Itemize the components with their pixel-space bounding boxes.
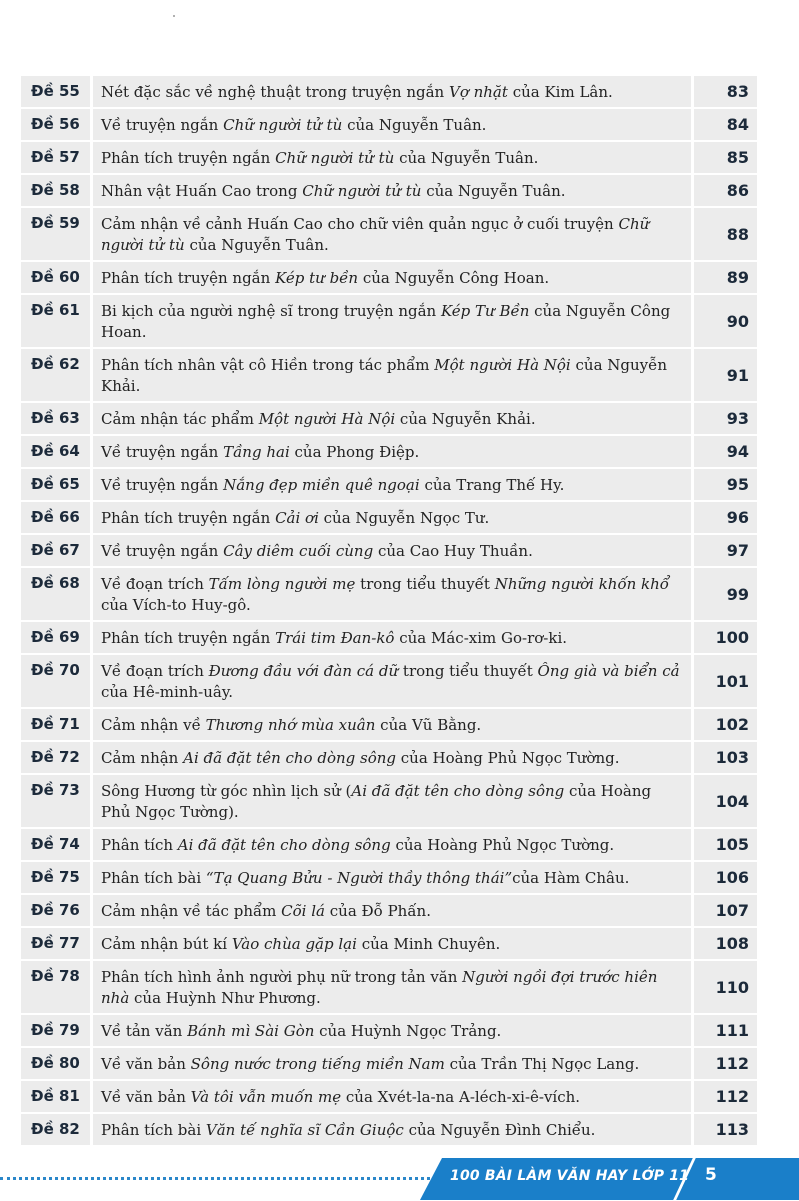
toc-row — [21, 436, 757, 467]
toc-title-text: của Nguyễn Công Hoan. — [101, 302, 671, 341]
toc-title-text: của Trần Thị Ngọc Lang. — [444, 1055, 640, 1073]
toc-entry-number: Đề 63 — [21, 403, 93, 434]
toc-title-text: Về truyện ngắn — [101, 443, 224, 461]
toc-title-text: Cảm nhận về tác phẩm — [101, 902, 282, 920]
toc-entry-number: Đề 76 — [21, 895, 93, 926]
toc-entry-number: Đề 75 — [21, 862, 93, 893]
toc-row — [21, 1081, 757, 1112]
toc-title-text: Nhân vật Huấn Cao trong — [101, 182, 303, 200]
toc-title-text: của Nguyễn Công Hoan. — [358, 269, 550, 287]
toc-title-work-name: Người ngồi đợi trước hiên nhà — [101, 968, 658, 1007]
toc-title-work-name: Trái tim Đan-kô — [275, 629, 395, 647]
toc-title-text: Sông Hương từ góc nhìn lịch sử ( — [101, 782, 352, 800]
toc-entry-title — [93, 1048, 691, 1079]
toc-title-work-name: Chữ người tử tù — [275, 149, 395, 167]
toc-entry-title — [93, 295, 691, 347]
toc-title-text: Về văn bản — [101, 1055, 191, 1073]
toc-entry-title — [93, 175, 691, 206]
toc-title-text: Phân tích bài — [101, 1121, 206, 1139]
toc-title-work-name: Ông già và biển cả — [537, 662, 680, 680]
toc-entry-title — [93, 1114, 691, 1145]
toc-title-text: Cảm nhận về — [101, 716, 206, 734]
toc-entry-number: Đề 79 — [21, 1015, 93, 1046]
toc-title-work-name: Ai đã đặt tên cho dòng sông — [177, 836, 391, 854]
toc-row — [21, 568, 757, 620]
toc-entry-title — [93, 622, 691, 653]
toc-entry-title — [93, 709, 691, 740]
toc-entry-title — [93, 775, 691, 827]
toc-title-text: Nét đặc sắc về nghệ thuật trong truyện ngắn — [101, 83, 449, 101]
toc-row — [21, 295, 757, 347]
toc-title-text: Phân tích truyện ngắn — [101, 149, 276, 167]
toc-row — [21, 655, 757, 707]
toc-entry-number: Đề 77 — [21, 928, 93, 959]
toc-entry-number: Đề 73 — [21, 775, 93, 827]
toc-entry-number: Đề 64 — [21, 436, 93, 467]
toc-entry-number: Đề 57 — [21, 142, 93, 173]
toc-entry-number: Đề 55 — [21, 76, 93, 107]
toc-entry-title — [93, 742, 691, 773]
toc-title-text: của Hoàng Phủ Ngọc Tường. — [390, 836, 615, 854]
toc-entry-page: 90 — [691, 295, 757, 347]
toc-title-work-name: Vào chùa gặp lại — [231, 935, 357, 953]
toc-entry-page: 96 — [691, 502, 757, 533]
toc-title-work-name: Văn tế nghĩa sĩ Cần Giuộc — [205, 1121, 404, 1139]
toc-title-work-name: Ai đã đặt tên cho dòng sông — [351, 782, 565, 800]
toc-row — [21, 895, 757, 926]
toc-entry-number: Đề 61 — [21, 295, 93, 347]
toc-entry-page: 102 — [691, 709, 757, 740]
toc-entry-title — [93, 349, 691, 401]
toc-row — [21, 349, 757, 401]
toc-title-text: của Nguyễn Tuân. — [421, 182, 566, 200]
footer-dotted-line — [0, 1177, 430, 1180]
toc-title-text: của Vích-to Huy-gô. — [101, 596, 251, 614]
toc-title-text: của Nguyễn Tuân. — [394, 149, 539, 167]
toc-title-text: của Vũ Bằng. — [375, 716, 482, 734]
toc-row — [21, 1114, 757, 1145]
toc-entry-number: Đề 82 — [21, 1114, 93, 1145]
toc-entry-page: 100 — [691, 622, 757, 653]
toc-title-work-name: Kép tư bền — [275, 269, 359, 287]
toc-title-text: của Nguyễn Khải. — [395, 410, 536, 428]
toc-title-text: trong tiểu thuyết — [355, 575, 495, 593]
toc-entry-title — [93, 76, 691, 107]
toc-title-text: Về truyện ngắn — [101, 542, 224, 560]
toc-title-work-name: Cải ơi — [275, 509, 319, 527]
toc-title-text: của Hê-minh-uây. — [101, 683, 234, 701]
toc-title-text: của Nguyễn Tuân. — [342, 116, 487, 134]
toc-title-work-name: Tấm lòng người mẹ — [208, 575, 356, 593]
toc-row — [21, 742, 757, 773]
toc-title-work-name: Chữ người tử tù — [223, 116, 343, 134]
toc-title-text: Về truyện ngắn — [101, 476, 224, 494]
toc-title-text: Phân tích truyện ngắn — [101, 509, 276, 527]
toc-row — [21, 829, 757, 860]
toc-entry-number: Đề 62 — [21, 349, 93, 401]
toc-row — [21, 403, 757, 434]
toc-entry-title — [93, 862, 691, 893]
toc-title-text: của Nguyễn Tuân. — [184, 236, 329, 254]
toc-title-text: của Huỳnh Ngọc Trảng. — [314, 1022, 502, 1040]
toc-title-text: của Cao Huy Thuần. — [373, 542, 533, 560]
toc-title-text: của Hàm Châu. — [512, 869, 630, 887]
toc-title-text: Phân tích nhân vật cô Hiền trong tác phẩm — [101, 356, 435, 374]
toc-entry-title — [93, 1015, 691, 1046]
toc-entry-number: Đề 58 — [21, 175, 93, 206]
scan-speck — [173, 15, 175, 17]
toc-entry-number: Đề 70 — [21, 655, 93, 707]
toc-title-work-name: Kép Tư Bền — [440, 302, 530, 320]
toc-row — [21, 709, 757, 740]
toc-row — [21, 262, 757, 293]
toc-entry-number: Đề 60 — [21, 262, 93, 293]
toc-title-work-name: Cõi lá — [281, 902, 325, 920]
toc-entry-page: 107 — [691, 895, 757, 926]
toc-title-text: của Nguyễn Đình Chiểu. — [403, 1121, 596, 1139]
toc-entry-page: 113 — [691, 1114, 757, 1145]
toc-entry-title — [93, 403, 691, 434]
toc-entry-title — [93, 262, 691, 293]
toc-row — [21, 109, 757, 140]
toc-title-text: của Trang Thế Hy. — [419, 476, 565, 494]
toc-row — [21, 76, 757, 107]
toc-entry-page: 112 — [691, 1081, 757, 1112]
toc-entry-number: Đề 78 — [21, 961, 93, 1013]
toc-title-text: của Huỳnh Như Phương. — [129, 989, 321, 1007]
toc-title-work-name: Những người khốn khổ — [494, 575, 669, 593]
toc-title-text: của Hoàng Phủ Ngọc Tường. — [396, 749, 620, 767]
toc-title-work-name: Cây diêm cuối cùng — [223, 542, 374, 560]
toc-entry-page: 104 — [691, 775, 757, 827]
toc-entry-title — [93, 829, 691, 860]
toc-entry-page: 110 — [691, 961, 757, 1013]
toc-entry-page: 103 — [691, 742, 757, 773]
toc-title-text: của Nguyễn Ngọc Tư. — [318, 509, 490, 527]
toc-title-work-name: Đương đầu với đàn cá dữ — [208, 662, 399, 680]
toc-entry-number: Đề 59 — [21, 208, 93, 260]
toc-title-text: Về tản văn — [101, 1022, 188, 1040]
toc-row — [21, 1015, 757, 1046]
toc-entry-page: 83 — [691, 76, 757, 107]
toc-entry-title — [93, 655, 691, 707]
toc-title-text: Cảm nhận tác phẩm — [101, 410, 259, 428]
toc-title-work-name: Sông nước trong tiếng miền Nam — [190, 1055, 445, 1073]
toc-title-text: Về đoạn trích — [101, 575, 209, 593]
toc-title-work-name: Chữ người tử tù — [302, 182, 422, 200]
toc-title-text: Về truyện ngắn — [101, 116, 224, 134]
toc-entry-title — [93, 436, 691, 467]
toc-row — [21, 961, 757, 1013]
toc-title-text: của Phong Điệp. — [289, 443, 420, 461]
toc-row — [21, 208, 757, 260]
toc-title-text: Về đoạn trích — [101, 662, 209, 680]
toc-title-work-name: Vợ nhặt — [448, 83, 508, 101]
toc-title-work-name: Chữ người tử tù — [101, 215, 650, 254]
toc-entry-page: 86 — [691, 175, 757, 206]
toc-entry-number: Đề 65 — [21, 469, 93, 500]
toc-title-text: của Hoàng Phủ Ngọc Tường). — [101, 782, 652, 821]
toc-entry-page: 111 — [691, 1015, 757, 1046]
toc-row — [21, 469, 757, 500]
toc-title-text: của Kim Lân. — [507, 83, 613, 101]
toc-title-work-name: Thương nhớ mùa xuân — [205, 716, 376, 734]
toc-row — [21, 775, 757, 827]
toc-title-text: Về văn bản — [101, 1088, 191, 1106]
toc-entry-title — [93, 535, 691, 566]
toc-entry-page: 85 — [691, 142, 757, 173]
toc-title-text: Phân tích hình ảnh người phụ nữ trong tản văn — [101, 968, 463, 986]
toc-row — [21, 928, 757, 959]
toc-entry-page: 93 — [691, 403, 757, 434]
toc-entry-page: 112 — [691, 1048, 757, 1079]
toc-entry-title — [93, 928, 691, 959]
toc-entry-title — [93, 469, 691, 500]
toc-entry-page: 106 — [691, 862, 757, 893]
toc-title-text: Cảm nhận — [101, 749, 184, 767]
toc-title-text: của Mác-xim Go-rơ-ki. — [394, 629, 568, 647]
toc-entry-page: 89 — [691, 262, 757, 293]
toc-entry-title — [93, 208, 691, 260]
toc-title-work-name: Nắng đẹp miền quê ngoại — [223, 476, 420, 494]
toc-title-text: của Minh Chuyên. — [356, 935, 501, 953]
toc-entry-title — [93, 961, 691, 1013]
toc-entry-number: Đề 67 — [21, 535, 93, 566]
toc-row — [21, 862, 757, 893]
toc-entry-title — [93, 895, 691, 926]
toc-title-text: Phân tích truyện ngắn — [101, 629, 276, 647]
toc-entry-number: Đề 74 — [21, 829, 93, 860]
toc-row — [21, 622, 757, 653]
toc-title-work-name: Một người Hà Nội — [258, 410, 396, 428]
toc-row — [21, 502, 757, 533]
toc-title-text: Cảm nhận bút kí — [101, 935, 232, 953]
toc-entry-title — [93, 109, 691, 140]
toc-entry-page: 105 — [691, 829, 757, 860]
toc-entry-page: 84 — [691, 109, 757, 140]
toc-title-work-name: Một người Hà Nội — [434, 356, 571, 374]
toc-entry-number: Đề 72 — [21, 742, 93, 773]
toc-entry-number: Đề 68 — [21, 568, 93, 620]
toc-row — [21, 142, 757, 173]
toc-title-work-name: Và tôi vẫn muốn mẹ — [190, 1088, 342, 1106]
page-number: 5 — [705, 1165, 717, 1185]
toc-entry-page: 95 — [691, 469, 757, 500]
toc-title-text: của Đỗ Phấn. — [325, 902, 431, 920]
toc-entry-number: Đề 81 — [21, 1081, 93, 1112]
toc-title-text: Phân tích bài — [101, 869, 206, 887]
toc-title-work-name: Ai đã đặt tên cho dòng sông — [183, 749, 397, 767]
toc-entry-page: 108 — [691, 928, 757, 959]
toc-title-text: Bi kịch của người nghệ sĩ trong truyện ngắn — [101, 302, 441, 320]
toc-title-text: Phân tích — [101, 836, 178, 854]
toc-title-text: của Nguyễn Khải. — [101, 356, 668, 395]
toc-entry-page: 99 — [691, 568, 757, 620]
toc-title-text: Phân tích truyện ngắn — [101, 269, 276, 287]
toc-entry-title — [93, 142, 691, 173]
toc-title-text: Cảm nhận về cảnh Huấn Cao cho chữ viên quản ngục ở cuối truyện — [101, 215, 619, 233]
toc-entry-page: 94 — [691, 436, 757, 467]
toc-row — [21, 175, 757, 206]
toc-title-text: của Xvét-la-na A-léch-xi-ê-vích. — [341, 1088, 581, 1106]
toc-entry-number: Đề 80 — [21, 1048, 93, 1079]
toc-entry-title — [93, 1081, 691, 1112]
toc-title-text: trong tiểu thuyết — [398, 662, 538, 680]
footer-book-title: 100 BÀI LÀM VĂN HAY LỚP 11 — [450, 1168, 690, 1184]
toc-entry-page: 97 — [691, 535, 757, 566]
toc-entry-page: 88 — [691, 208, 757, 260]
toc-title-work-name: Tầng hai — [223, 443, 290, 461]
toc-title-work-name: Bánh mì Sài Gòn — [187, 1022, 315, 1040]
table-of-contents — [21, 74, 757, 1147]
toc-entry-number: Đề 56 — [21, 109, 93, 140]
toc-entry-number: Đề 71 — [21, 709, 93, 740]
toc-title-work-name: “Tạ Quang Bửu - Người thầy thông thái” — [205, 869, 513, 887]
toc-entry-page: 101 — [691, 655, 757, 707]
toc-entry-number: Đề 69 — [21, 622, 93, 653]
toc-row — [21, 1048, 757, 1079]
toc-entry-title — [93, 502, 691, 533]
toc-entry-number: Đề 66 — [21, 502, 93, 533]
toc-row — [21, 535, 757, 566]
toc-entry-title — [93, 568, 691, 620]
toc-entry-page: 91 — [691, 349, 757, 401]
